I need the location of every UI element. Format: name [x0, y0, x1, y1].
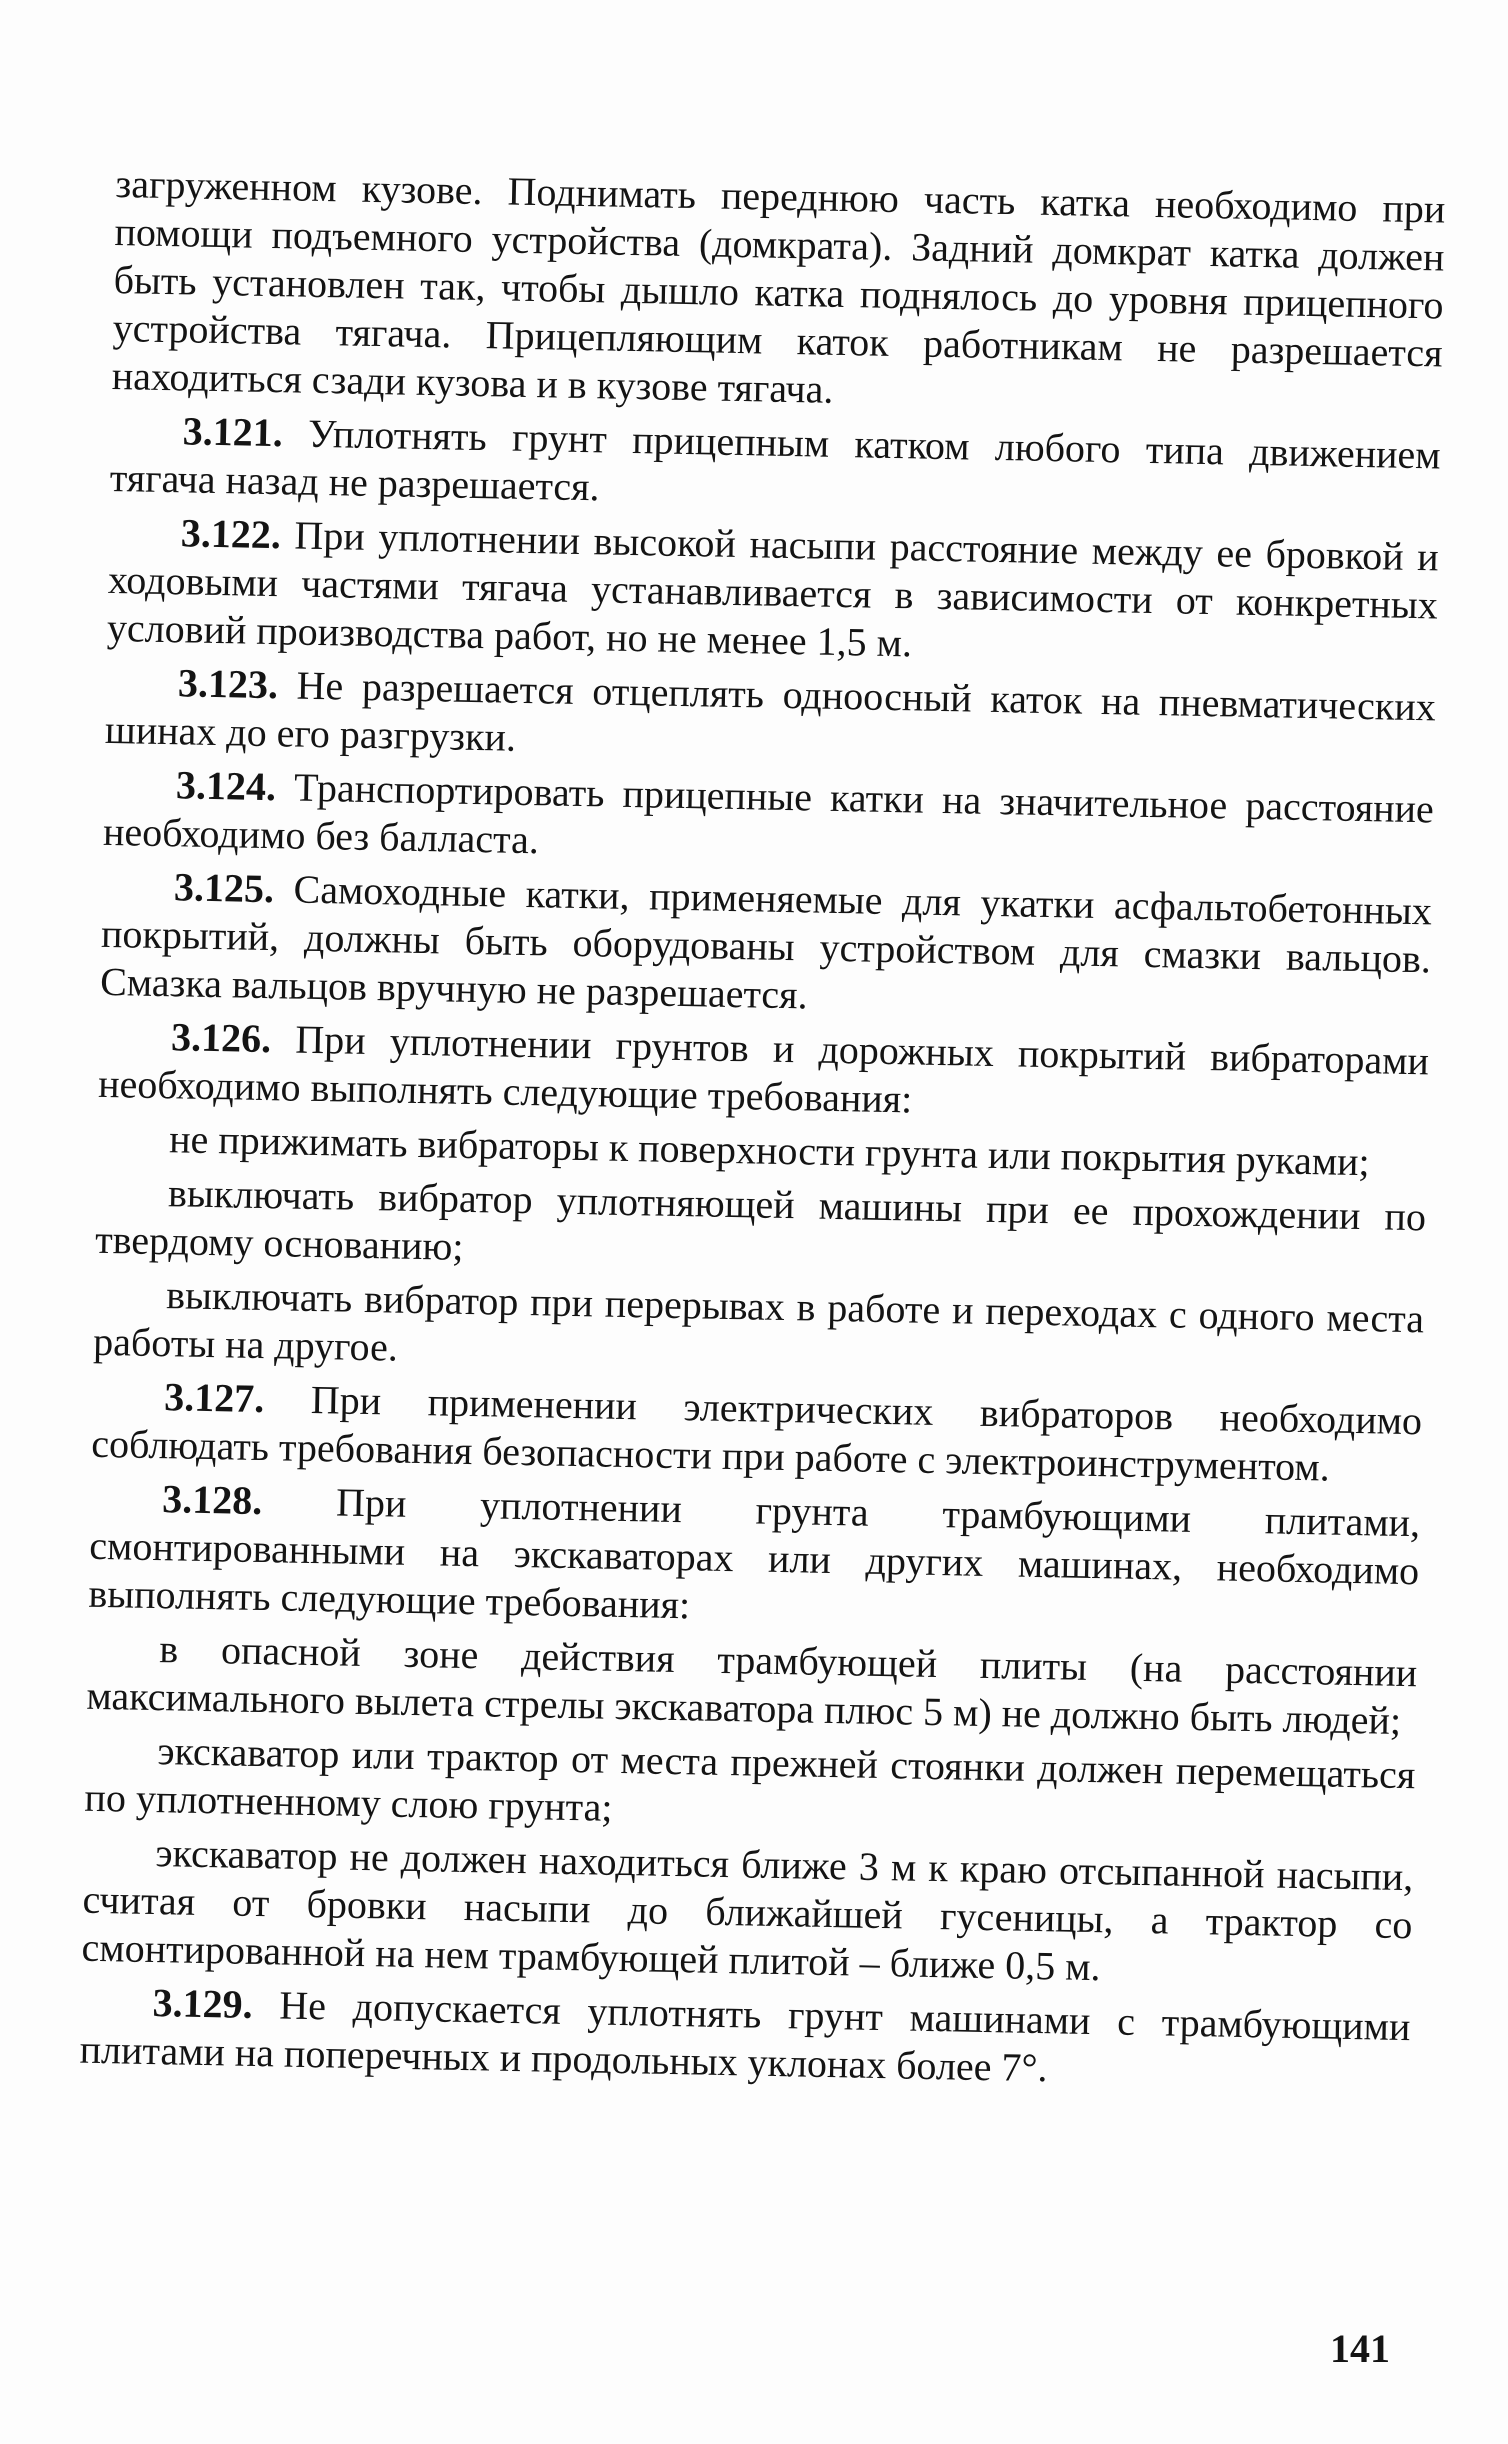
paragraph-text: При уплотнении высокой насыпи расстояние между ее бровкой и ходовыми частями тягача устанавливается в зависимости от конкретных условий производства работ, но не менее 1,5 м.: [106, 512, 1440, 666]
paragraph-text: При применении электрических вибраторов необходимо соблюдать требования безопасности при работе с электроинструментом.: [90, 1376, 1423, 1490]
clause-number: 3.125.: [173, 864, 275, 912]
paragraph-3-126: [98, 1012, 1430, 1134]
paragraph-3-127: [91, 1372, 1423, 1494]
paragraph-3-122: [107, 508, 1440, 678]
paragraph-text: При уплотнении грунта трамбующими плитами, смонтированными на экскаваторах или других машинах, необходимо выполнять следующие требования:: [88, 1479, 1421, 1628]
paragraph-text: Не допускается уплотнять грунт машинами с трамбующими плитами на поперечных и продольных уклонах более 7°.: [79, 1982, 1411, 2091]
clause-number: 3.129.: [152, 1980, 254, 2027]
list-item: [93, 1270, 1425, 1392]
list-item: [95, 1168, 1427, 1290]
list-item-text: экскаватор не должен находиться ближе 3 м к краю отсыпанной насыпи, считая от бровки насыпи до ближайшей гусеницы, а трактор со смонтированной на нем трамбующей плитой – ближе 0,5 м.: [81, 1830, 1414, 1990]
paragraph-text: Не разрешается отцеплять одноосный каток на пневматических шинах до его разгрузки.: [104, 662, 1437, 760]
paragraph-3-129: [79, 1978, 1411, 2100]
clause-number: 3.127.: [163, 1374, 265, 1422]
list-item-text: не прижимать вибраторы к поверхности грунта или покрытия руками;: [168, 1116, 1371, 1185]
clause-number: 3.126.: [170, 1014, 272, 1062]
paragraph-3-128: [88, 1474, 1421, 1644]
list-item-text: экскаватор или трактор от места прежней стоянки должен перемещаться по уплотненному слою грунта;: [84, 1728, 1416, 1830]
clause-number: 3.121.: [182, 408, 284, 456]
paragraph-text: загруженном кузове. Поднимать переднюю часть катка необходимо при помощи подъемного устройства (домкрата). Задний домкрат катка должен быть установлен так, чтобы дышло катка поднялось до уровня прицепного устройства тягача. Прицепляющим каток работникам не разрешается находиться сзади кузова и в кузове тягача.: [111, 160, 1446, 412]
list-item-text: выключать вибратор при перерывах в работе и переходах с одного места работы на другое.: [92, 1272, 1425, 1370]
paragraph-3-123: [105, 658, 1437, 780]
list-item: [86, 1624, 1418, 1746]
list-item: [81, 1828, 1414, 1998]
clause-number: 3.123.: [177, 660, 279, 708]
list-item: [84, 1726, 1416, 1848]
paragraph-continuation: [111, 160, 1445, 425]
clause-number: 3.124.: [175, 762, 277, 810]
paragraph-3-121: [109, 406, 1441, 528]
paragraph-text: При уплотнении грунтов и дорожных покрытий вибраторами необходимо выполнять следующие требования:: [97, 1016, 1430, 1122]
paragraph-3-124: [103, 760, 1435, 882]
paragraph-text: Транспортировать прицепные катки на значительное расстояние необходимо без балласта.: [102, 764, 1435, 863]
paragraph-text: Уплотнять грунт прицепным катком любого типа движением тягача назад не разрешается.: [109, 410, 1442, 510]
page-number: 141: [1330, 2326, 1390, 2371]
body-text: [79, 160, 1446, 2105]
clause-number: 3.128.: [161, 1476, 263, 1524]
paragraph-3-125: [100, 862, 1433, 1032]
clause-number: 3.122.: [180, 510, 282, 558]
list-item-text: в опасной зоне действия трамбующей плиты (на расстоянии максимального вылета стрелы экскаватора плюс 5 м) не должно быть людей;: [86, 1626, 1418, 1743]
list-item-text: выключать вибратор уплотняющей машины при ее прохождении по твердому основанию;: [94, 1170, 1427, 1269]
paragraph-text: Самоходные катки, применяемые для укатки асфальтобетонных покрытий, должны быть оборудованы устройством для смазки вальцов. Смазка вальцов вручную не разрешается.: [99, 866, 1433, 1018]
